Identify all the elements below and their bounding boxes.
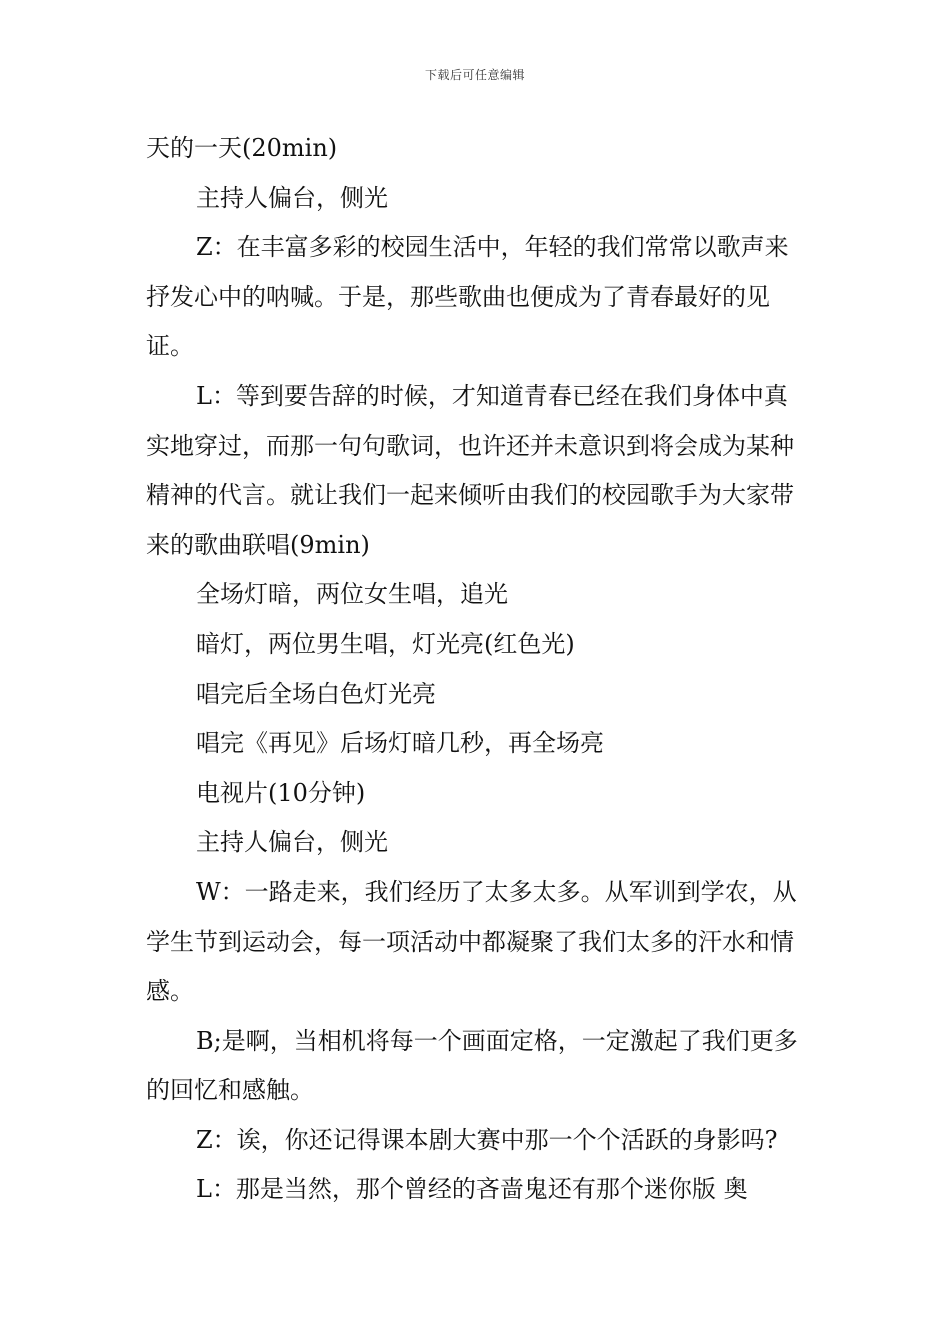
paragraph: W：一路走来，我们经历了太多太多。从军训到学农，从学生节到运动会，每一项活动中都凝聚了我们太多的汗水和情感。 — [146, 877, 797, 1006]
paragraph: L：等到要告辞的时候，才知道青春已经在我们身体中真实地穿过，而那一句句歌词，也许还并未意识到将会成为某种精神的代言。就让我们一起来倾听由我们的校园歌手为大家带来的歌曲联唱(9min) — [146, 381, 794, 559]
paragraph: L：那是当然，那个曾经的吝啬鬼还有那个迷你版 奥 — [196, 1175, 748, 1204]
paragraph: 唱完后全场白色灯光亮 — [196, 679, 436, 708]
paragraph: 天的一天(20min) — [146, 134, 338, 162]
paragraph: 全场灯暗，两位女生唱，追光 — [196, 580, 508, 609]
paragraph: 暗灯，两位男生唱，灯光亮(红色光) — [196, 629, 575, 658]
paragraph: 主持人偏台，侧光 — [196, 183, 388, 212]
paragraph: 主持人偏台，侧光 — [196, 828, 388, 857]
paragraph: Z：诶，你还记得课本剧大赛中那一个个活跃的身影吗? — [196, 1125, 778, 1154]
page-header: 下载后可任意编辑 — [424, 68, 525, 82]
paragraph: Z：在丰富多彩的校园生活中，年轻的我们常常以歌声来抒发心中的呐喊。于是，那些歌曲也便成为了青春最好的见证。 — [146, 233, 789, 361]
paragraph: 唱完《再见》后场灯暗几秒，再全场亮 — [196, 729, 604, 758]
paragraph: B;是啊，当相机将每一个画面定格，一定激起了我们更多的回忆和感触。 — [146, 1026, 798, 1105]
paragraph: 电视片(10分钟) — [196, 778, 366, 807]
document-body — [146, 124, 810, 1215]
